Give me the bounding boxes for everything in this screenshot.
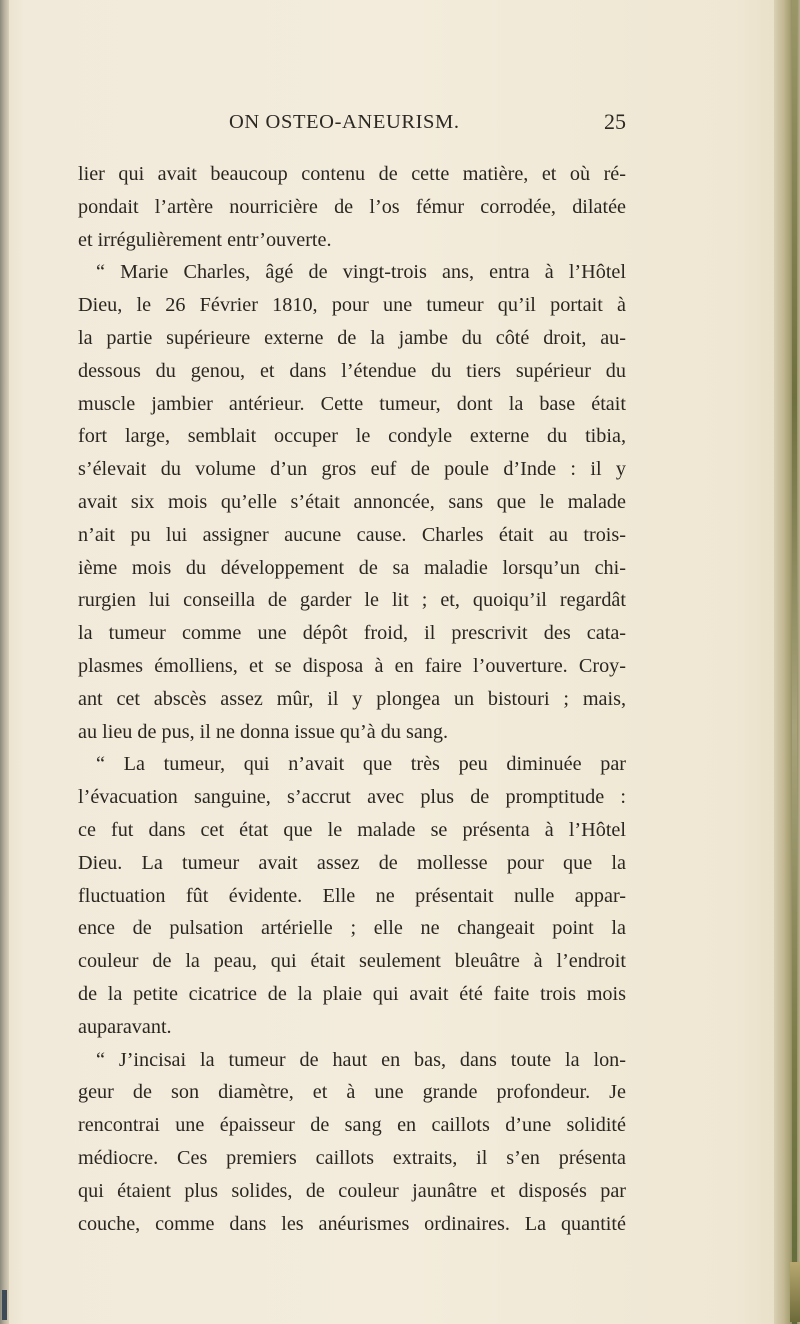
page-right-edge	[774, 0, 800, 1324]
text-line: s’élevait du volume d’un gros euf de poule d’Inde : il y	[78, 458, 626, 481]
text-line: n’ait pu lui assigner aucune cause. Charles était au trois-	[78, 523, 626, 546]
binding-strip	[792, 0, 797, 1324]
text-line: la tumeur comme une dépôt froid, il prescrivit des cata-	[78, 622, 626, 645]
text-line: ce fut dans cet état que le malade se présenta à l’Hôtel	[78, 818, 626, 841]
text-line: “ Marie Charles, âgé de vingt-trois ans, entra à l’Hôtel	[96, 261, 626, 284]
text-line: rencontrai une épaisseur de sang en caillots d’une solidité	[78, 1114, 626, 1137]
text-line: couleur de la peau, qui était seulement bleuâtre à l’endroit	[78, 950, 626, 973]
text-line: lier qui avait beaucoup contenu de cette matière, et où ré-	[78, 163, 626, 185]
running-title: ON OSTEO-ANEURISM.	[229, 111, 460, 133]
text-line: l’évacuation sanguine, s’accrut avec plus de promptitude :	[78, 786, 626, 809]
text-line: ième mois du développement de sa maladie lorsqu’un chi-	[78, 556, 626, 579]
text-line: avait six mois qu’elle s’était annoncée, sans que le malade	[78, 490, 626, 513]
text-line: fort large, semblait occuper le condyle externe du tibia,	[78, 425, 626, 448]
text-line: couche, comme dans les anéurismes ordinaires. La quantité	[78, 1212, 626, 1235]
text-line: fluctuation fût évidente. Elle ne présentait nulle appar-	[78, 884, 626, 907]
page-header	[78, 111, 626, 141]
binding-tab	[790, 1262, 800, 1322]
text-line: “ J’incisai la tumeur de haut en bas, dans toute la lon-	[96, 1048, 626, 1071]
text-line: Dieu. La tumeur avait assez de mollesse pour que la	[78, 851, 626, 874]
text-line: au lieu de pus, il ne donna issue qu’à du sang.	[78, 720, 449, 743]
text-line: de la petite cicatrice de la plaie qui avait été faite trois mois	[78, 982, 626, 1005]
text-line: ence de pulsation artérielle ; elle ne changeait point la	[78, 917, 626, 940]
page-number: 25	[604, 109, 626, 134]
text-line: rurgien lui conseilla de garder le lit ; et, quoiqu’il regardât	[78, 589, 626, 612]
body-text	[78, 158, 626, 1240]
text-line: et irrégulièrement entr’ouverte.	[78, 228, 332, 251]
text-line: la partie supérieure externe de la jambe du côté droit, au-	[78, 326, 626, 349]
text-line: “ La tumeur, qui n’avait que très peu diminuée par	[96, 753, 626, 776]
text-line: plasmes émolliens, et se disposa à en faire l’ouverture. Croy-	[78, 654, 626, 677]
page-left-edge	[0, 0, 9, 1324]
text-line: médiocre. Ces premiers caillots extraits, il s’en présenta	[78, 1146, 626, 1169]
text-line: pondait l’artère nourricière de l’os fémur corrodée, dilatée	[78, 195, 626, 218]
text-line: dessous du genou, et dans l’étendue du tiers supérieur du	[78, 359, 626, 382]
text-line: auparavant.	[78, 1015, 172, 1038]
text-line: geur de son diamètre, et à une grande profondeur. Je	[78, 1081, 626, 1104]
text-line: qui étaient plus solides, de couleur jaunâtre et disposés par	[78, 1179, 626, 1202]
text-line: muscle jambier antérieur. Cette tumeur, dont la base était	[78, 392, 626, 415]
text-line: ant cet abscès assez mûr, il y plongea un bistouri ; mais,	[78, 687, 626, 710]
text-line: Dieu, le 26 Février 1810, pour une tumeur qu’il portait à	[78, 294, 626, 317]
